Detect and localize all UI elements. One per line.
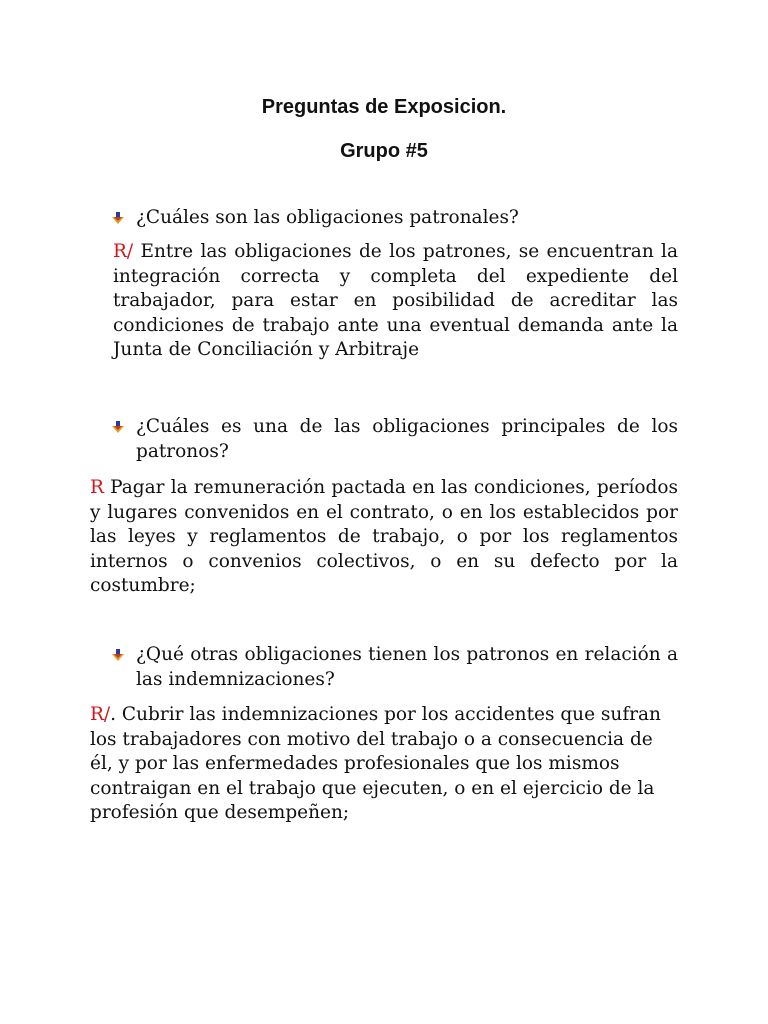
answer-2-text: Pagar la remuneración pactada en las condiciones, períodos y lugares convenidos en el contrato, o en los establecidos por las leyes y reglamentos de trabajo, o por los reglamentos internos o convenios colectivos, o en su defecto por la costumbre; [90, 477, 678, 596]
question-2 [112, 414, 678, 464]
answer-2-prefix: R [90, 477, 104, 498]
arrow-down-bullet-icon [112, 421, 124, 433]
answer-1-text: Entre las obligaciones de los patrones, se encuentran la integración correcta y completa del expediente del trabajador, para estar en posibilidad de acreditar las condiciones de trabajo ante una eventual demanda ante la Junta de Conciliación y Arbitraje [113, 241, 678, 360]
group-label: Grupo #5 [340, 140, 428, 162]
answer-1-prefix: R/ [113, 241, 134, 262]
arrow-down-bullet-icon [112, 649, 124, 661]
answer-3-text: . Cubrir las indemnizaciones por los accidentes que sufran los trabajadores con motivo del trabajo o a consecuencia de él, y por las enfermedades profesionales que los mismos contraigan en el trabajo que ejecuten, o en el ejercicio de la profesión que desempeñen; [90, 704, 661, 823]
answer-3-prefix: R/ [90, 704, 111, 725]
answer-3 [90, 703, 668, 826]
arrow-down-bullet-icon [112, 212, 124, 224]
question-3-text: ¿Qué otras obligaciones tienen los patronos en relación a las indemnizaciones? [136, 644, 678, 690]
answer-2 [90, 476, 678, 599]
document-title: Preguntas de Exposicion. [261, 96, 507, 118]
question-3 [112, 642, 678, 692]
answer-1 [113, 240, 678, 363]
question-2-text: ¿Cuáles es una de las obligaciones principales de los patronos? [136, 416, 678, 462]
question-1 [112, 205, 678, 230]
question-1-text: ¿Cuáles son las obligaciones patronales? [136, 207, 519, 228]
